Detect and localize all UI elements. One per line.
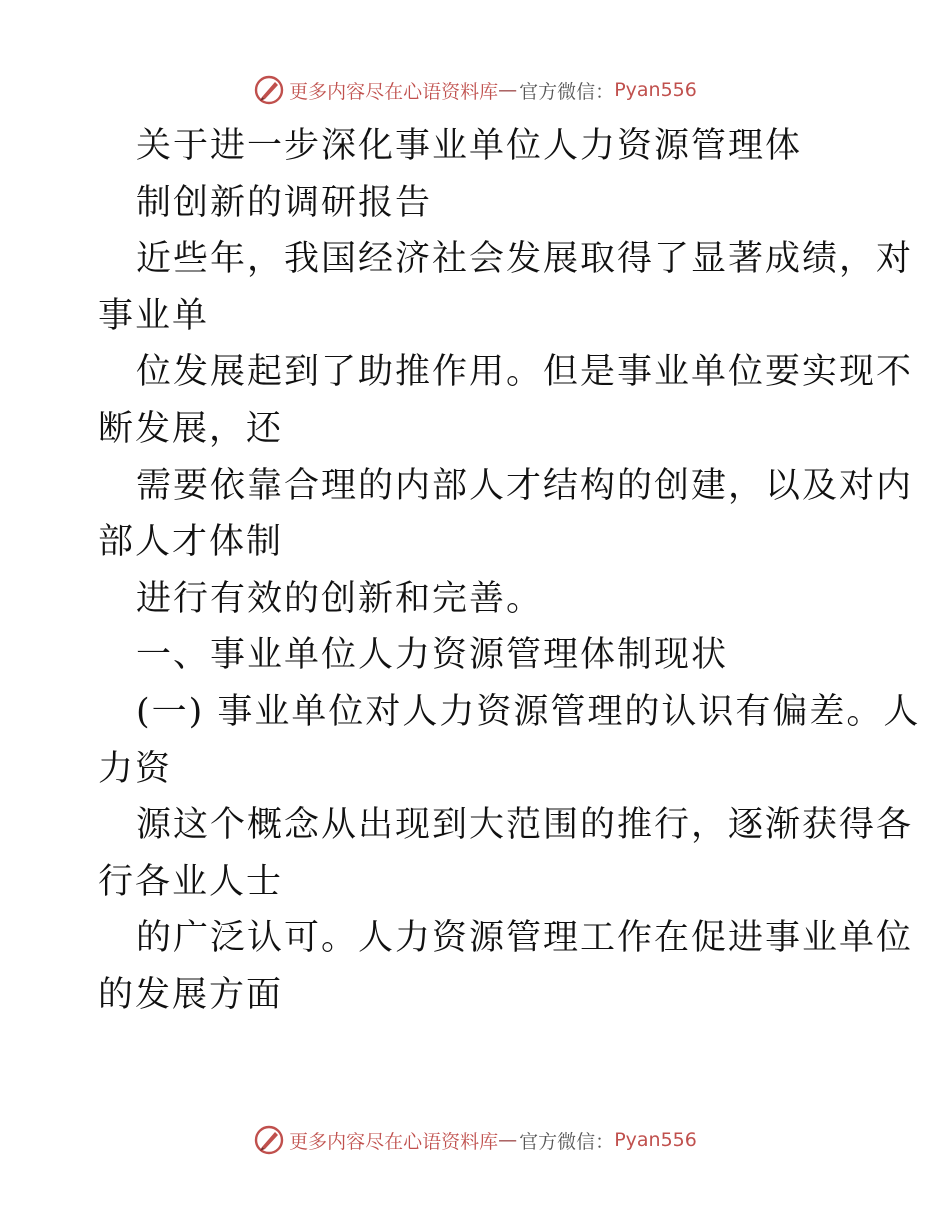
text-line: 行各业人士	[98, 861, 284, 902]
text-line: 制创新的调研报告	[136, 182, 433, 223]
pen-feather-logo-icon	[253, 74, 285, 106]
banner-site-text: 更多内容尽在心语资料库	[289, 1130, 499, 1153]
text-line: 关于进一步深化事业单位人力资源管理体	[136, 126, 803, 166]
text-line: 的广泛认可。人力资源管理工作在促进事业单位	[136, 918, 914, 959]
banner-official-label: 官方微信：	[519, 1130, 615, 1153]
banner-site-text: 更多内容尽在心语资料库	[289, 80, 499, 103]
banner-official-label: 官方微信：	[519, 80, 615, 103]
footer-watermark-banner	[0, 1120, 950, 1160]
banner-dash: —	[498, 1129, 518, 1151]
text-line: 事业单	[98, 295, 210, 336]
text-line: 断发展，还	[98, 408, 284, 449]
text-line: 进行有效的创新和完善。	[136, 578, 544, 619]
text-line: 部人才体制	[98, 522, 284, 563]
banner-wechat-id: Pyan556	[614, 79, 697, 101]
text-line: 源这个概念从出现到大范围的推行，逐渐获得各	[136, 805, 914, 846]
text-line: 一、事业单位人力资源管理体制现状	[136, 635, 729, 676]
document-body	[98, 118, 921, 1024]
pen-feather-logo-icon	[253, 1124, 285, 1156]
text-line: (一) 事业单位对人力资源管理的认识有偏差。人	[136, 691, 921, 732]
header-watermark-banner	[0, 70, 950, 110]
text-line: 近些年，我国经济社会发展取得了显著成绩，对	[136, 239, 914, 280]
banner-dash: —	[498, 79, 518, 101]
banner-wechat-id: Pyan556	[614, 1129, 697, 1151]
text-line: 位发展起到了助推作用。但是事业单位要实现不	[136, 352, 914, 393]
text-line: 需要依靠合理的内部人才结构的创建，以及对内	[136, 465, 914, 506]
text-line: 力资	[98, 748, 173, 789]
text-line: 的发展方面	[98, 974, 284, 1015]
